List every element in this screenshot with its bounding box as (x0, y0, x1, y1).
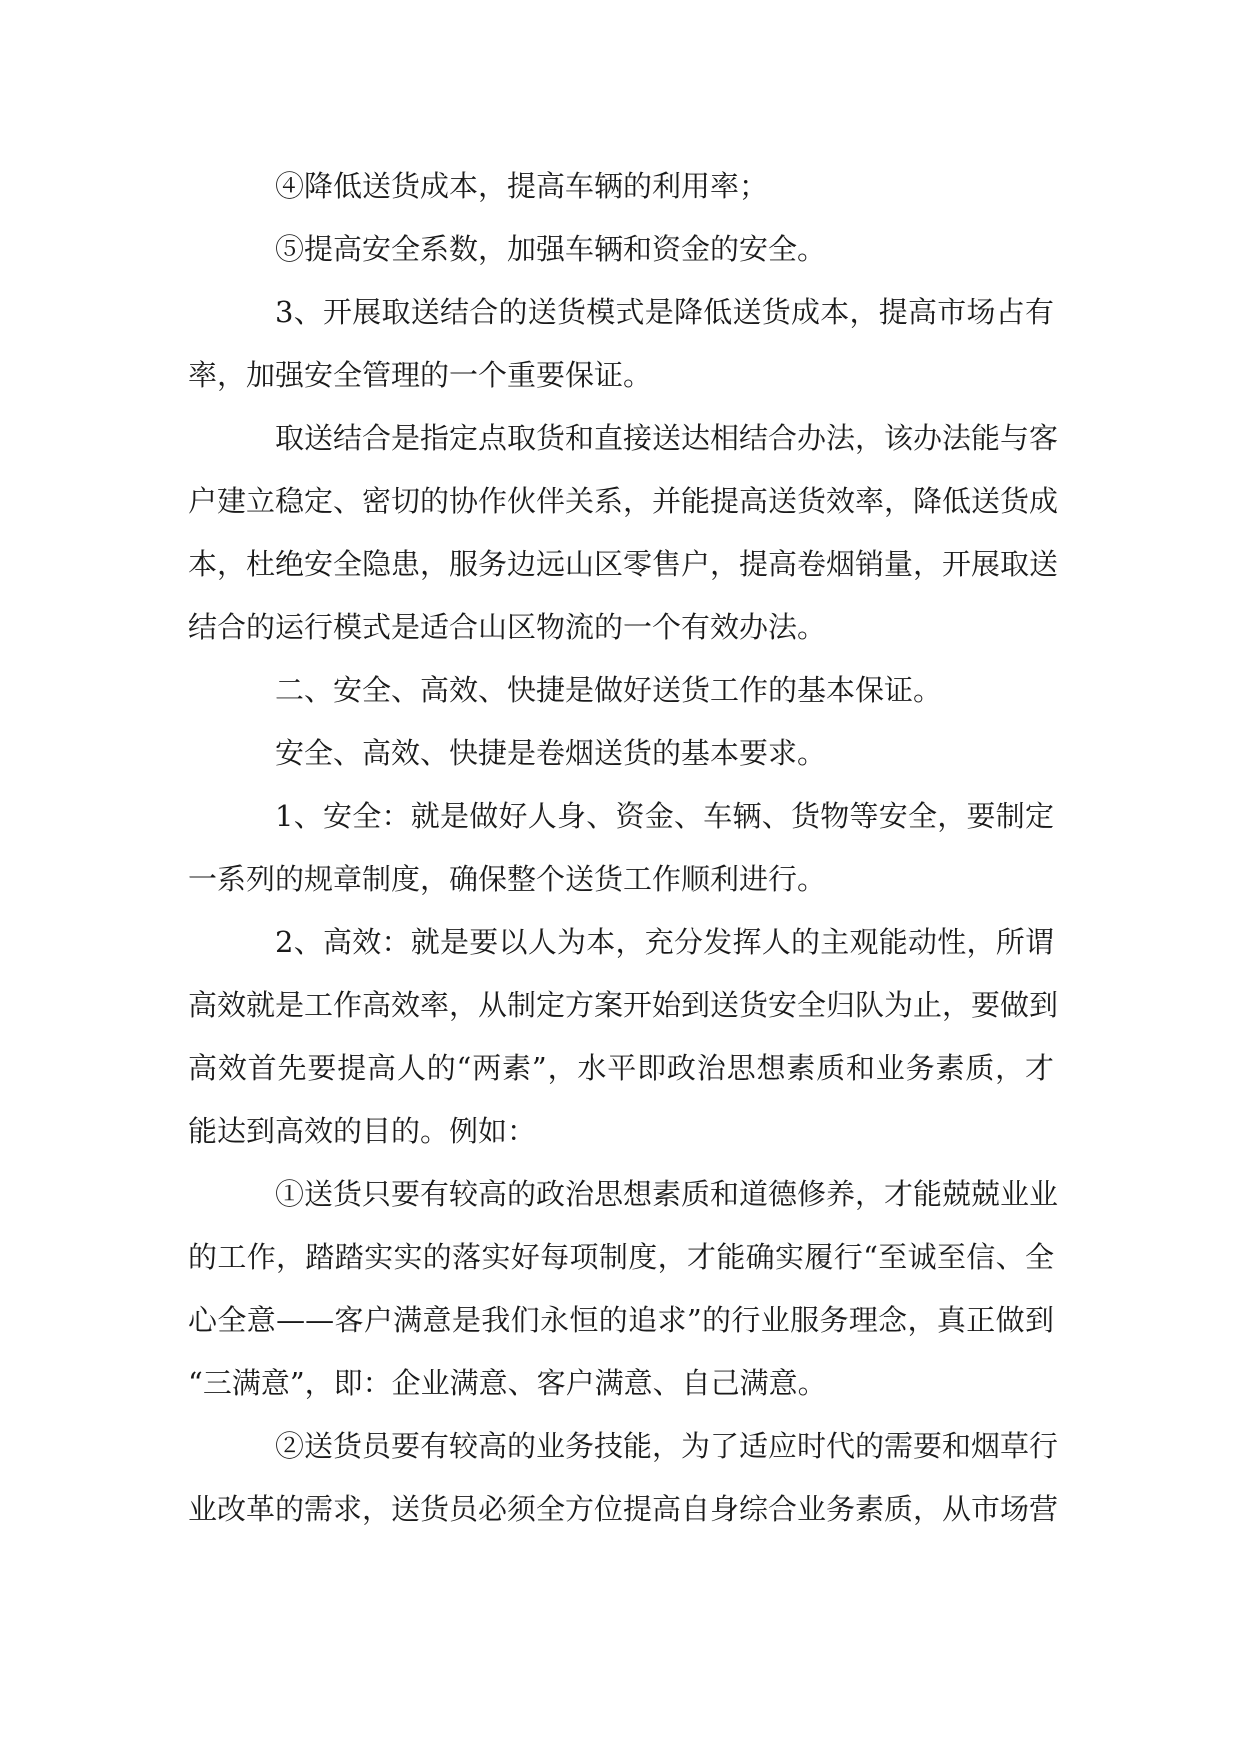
text-line-7: 本，杜绝安全隐患，服务边远山区零售户，提高卷烟销量，开展取送 (188, 547, 1059, 581)
text-line-19: 心全意——客户满意是我们永恒的追求”的行业服务理念，真正做到 (188, 1303, 1054, 1337)
text-line-2: ⑤提高安全系数，加强车辆和资金的安全。 (275, 232, 827, 266)
text-line-10: 安全、高效、快捷是卷烟送货的基本要求。 (275, 736, 827, 770)
text-line-17: ①送货只要有较高的政治思想素质和道德修养，才能兢兢业业 (275, 1177, 1059, 1211)
text-line-16: 能达到高效的目的。例如： (188, 1114, 537, 1148)
section-heading-2: 二、安全、高效、快捷是做好送货工作的基本保证。 (275, 673, 943, 707)
text-line-1: ④降低送货成本，提高车辆的利用率； (275, 169, 769, 203)
text-line-3: 3、开展取送结合的送货模式是降低送货成本，提高市场占有 (275, 295, 1054, 329)
text-line-5: 取送结合是指定点取货和直接送达相结合办法，该办法能与客 (275, 421, 1059, 455)
text-line-14: 高效就是工作高效率，从制定方案开始到送货安全归队为止，要做到 (188, 988, 1059, 1022)
text-line-6: 户建立稳定、密切的协作伙伴关系，并能提高送货效率，降低送货成 (188, 484, 1059, 518)
text-line-18: 的工作，踏踏实实的落实好每项制度，才能确实履行“至诚至信、全 (188, 1240, 1054, 1274)
text-line-21: ②送货员要有较高的业务技能，为了适应时代的需要和烟草行 (275, 1429, 1059, 1463)
text-line-15: 高效首先要提高人的“两素”，水平即政治思想素质和业务素质，才 (188, 1051, 1054, 1085)
text-line-22: 业改革的需求，送货员必须全方位提高自身综合业务素质，从市场营 (188, 1492, 1059, 1526)
text-line-13: 2、高效：就是要以人为本，充分发挥人的主观能动性，所谓 (275, 925, 1054, 959)
text-line-12: 一系列的规章制度，确保整个送货工作顺利进行。 (188, 862, 827, 896)
text-line-8: 结合的运行模式是适合山区物流的一个有效办法。 (188, 610, 827, 644)
text-line-11: 1、安全：就是做好人身、资金、车辆、货物等安全，要制定 (275, 799, 1054, 833)
text-line-4: 率，加强安全管理的一个重要保证。 (188, 358, 653, 392)
text-line-20: “三满意”，即：企业满意、客户满意、自己满意。 (188, 1366, 827, 1400)
